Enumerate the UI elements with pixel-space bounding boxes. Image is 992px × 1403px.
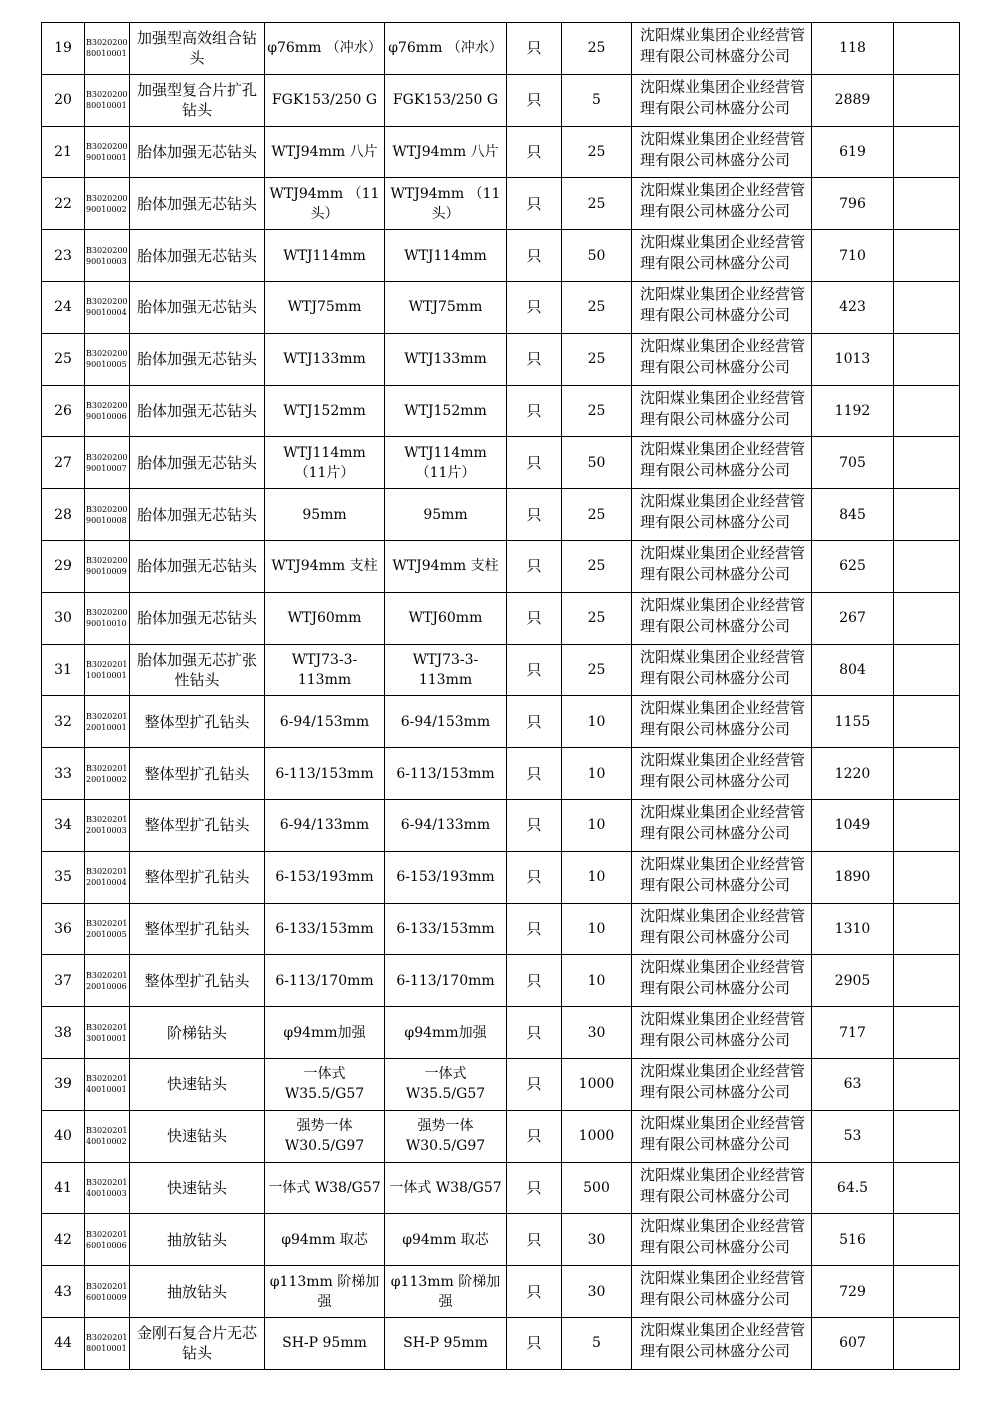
row-number-cell: 29 (42, 540, 85, 592)
price-cell: 796 (812, 178, 894, 230)
spec-cell: 6-113/170mm (265, 955, 385, 1007)
material-code-cell: B3020201 20010001 (85, 696, 130, 748)
table-row (42, 437, 960, 489)
unit-cell: 只 (507, 281, 562, 333)
quantity-cell: 25 (562, 23, 632, 75)
model-cell: φ113mm 阶梯加强 (385, 1266, 507, 1318)
table-row (42, 696, 960, 748)
material-name-cell: 胎体加强无芯钻头 (130, 489, 265, 541)
material-name-cell: 胎体加强无芯钻头 (130, 437, 265, 489)
unit-cell: 只 (507, 748, 562, 800)
row-number-cell: 30 (42, 592, 85, 644)
supplier-cell: 沈阳煤业集团企业经营管理有限公司林盛分公司 (632, 437, 812, 489)
spec-cell: 6-94/153mm (265, 696, 385, 748)
unit-cell: 只 (507, 696, 562, 748)
row-number-cell: 36 (42, 903, 85, 955)
material-name-cell: 加强型复合片扩孔钻头 (130, 74, 265, 126)
unit-cell: 只 (507, 489, 562, 541)
model-cell: WTJ73-3-113mm (385, 644, 507, 696)
model-cell: SH-P 95mm (385, 1317, 507, 1369)
table-row (42, 955, 960, 1007)
price-cell: 729 (812, 1266, 894, 1318)
supplier-cell: 沈阳煤业集团企业经营管理有限公司林盛分公司 (632, 748, 812, 800)
price-cell: 625 (812, 540, 894, 592)
note-cell (894, 489, 960, 541)
note-cell (894, 178, 960, 230)
note-cell (894, 799, 960, 851)
material-code-cell: B3020201 40010001 (85, 1058, 130, 1110)
quantity-cell: 25 (562, 281, 632, 333)
table-row (42, 126, 960, 178)
quantity-cell: 30 (562, 1266, 632, 1318)
note-cell (894, 126, 960, 178)
material-code-cell: B3020200 80010001 (85, 23, 130, 75)
spec-cell: 6-133/153mm (265, 903, 385, 955)
row-number-cell: 32 (42, 696, 85, 748)
table-row (42, 178, 960, 230)
row-number-cell: 40 (42, 1110, 85, 1162)
price-cell: 619 (812, 126, 894, 178)
supplier-cell: 沈阳煤业集团企业经营管理有限公司林盛分公司 (632, 281, 812, 333)
material-name-cell: 整体型扩孔钻头 (130, 748, 265, 800)
material-name-cell: 胎体加强无芯钻头 (130, 281, 265, 333)
note-cell (894, 955, 960, 1007)
price-cell: 1049 (812, 799, 894, 851)
supplier-cell: 沈阳煤业集团企业经营管理有限公司林盛分公司 (632, 23, 812, 75)
note-cell (894, 333, 960, 385)
material-code-cell: B3020200 90010001 (85, 126, 130, 178)
spec-cell: WTJ133mm (265, 333, 385, 385)
supplier-cell: 沈阳煤业集团企业经营管理有限公司林盛分公司 (632, 1317, 812, 1369)
material-code-cell: B3020201 20010006 (85, 955, 130, 1007)
material-name-cell: 胎体加强无芯扩张性钻头 (130, 644, 265, 696)
unit-cell: 只 (507, 1214, 562, 1266)
spec-cell: φ113mm 阶梯加强 (265, 1266, 385, 1318)
unit-cell: 只 (507, 955, 562, 1007)
quantity-cell: 10 (562, 748, 632, 800)
row-number-cell: 41 (42, 1162, 85, 1214)
material-name-cell: 胎体加强无芯钻头 (130, 592, 265, 644)
unit-cell: 只 (507, 126, 562, 178)
price-cell: 1890 (812, 851, 894, 903)
price-cell: 1310 (812, 903, 894, 955)
table-row (42, 1266, 960, 1318)
unit-cell: 只 (507, 799, 562, 851)
unit-cell: 只 (507, 333, 562, 385)
model-cell: WTJ60mm (385, 592, 507, 644)
material-name-cell: 金刚石复合片无芯钻头 (130, 1317, 265, 1369)
quantity-cell: 10 (562, 696, 632, 748)
material-name-cell: 整体型扩孔钻头 (130, 955, 265, 1007)
price-cell: 64.5 (812, 1162, 894, 1214)
price-cell: 516 (812, 1214, 894, 1266)
row-number-cell: 19 (42, 23, 85, 75)
note-cell (894, 1110, 960, 1162)
note-cell (894, 1058, 960, 1110)
supplier-cell: 沈阳煤业集团企业经营管理有限公司林盛分公司 (632, 644, 812, 696)
row-number-cell: 27 (42, 437, 85, 489)
materials-table (41, 22, 960, 1370)
material-name-cell: 快速钻头 (130, 1058, 265, 1110)
material-name-cell: 整体型扩孔钻头 (130, 696, 265, 748)
supplier-cell: 沈阳煤业集团企业经营管理有限公司林盛分公司 (632, 74, 812, 126)
quantity-cell: 25 (562, 178, 632, 230)
quantity-cell: 50 (562, 230, 632, 282)
note-cell (894, 1317, 960, 1369)
unit-cell: 只 (507, 385, 562, 437)
material-code-cell: B3020201 20010002 (85, 748, 130, 800)
supplier-cell: 沈阳煤业集团企业经营管理有限公司林盛分公司 (632, 178, 812, 230)
note-cell (894, 281, 960, 333)
model-cell: φ76mm （冲水） (385, 23, 507, 75)
price-cell: 1155 (812, 696, 894, 748)
material-name-cell: 胎体加强无芯钻头 (130, 126, 265, 178)
material-code-cell: B3020201 20010003 (85, 799, 130, 851)
table-row (42, 903, 960, 955)
model-cell: 一体式 W38/G57 (385, 1162, 507, 1214)
row-number-cell: 42 (42, 1214, 85, 1266)
model-cell: 6-94/133mm (385, 799, 507, 851)
supplier-cell: 沈阳煤业集团企业经营管理有限公司林盛分公司 (632, 230, 812, 282)
material-name-cell: 胎体加强无芯钻头 (130, 540, 265, 592)
model-cell: 6-94/153mm (385, 696, 507, 748)
quantity-cell: 30 (562, 1007, 632, 1059)
unit-cell: 只 (507, 903, 562, 955)
unit-cell: 只 (507, 1007, 562, 1059)
table-row (42, 540, 960, 592)
material-code-cell: B3020201 30010001 (85, 1007, 130, 1059)
quantity-cell: 50 (562, 437, 632, 489)
material-name-cell: 胎体加强无芯钻头 (130, 178, 265, 230)
price-cell: 2889 (812, 74, 894, 126)
material-name-cell: 加强型高效组合钻头 (130, 23, 265, 75)
price-cell: 118 (812, 23, 894, 75)
model-cell: WTJ75mm (385, 281, 507, 333)
material-code-cell: B3020201 20010005 (85, 903, 130, 955)
spec-cell: 95mm (265, 489, 385, 541)
model-cell: WTJ94mm （11头） (385, 178, 507, 230)
spec-cell: φ76mm （冲水） (265, 23, 385, 75)
quantity-cell: 10 (562, 851, 632, 903)
material-code-cell: B3020200 90010006 (85, 385, 130, 437)
row-number-cell: 20 (42, 74, 85, 126)
price-cell: 423 (812, 281, 894, 333)
note-cell (894, 696, 960, 748)
supplier-cell: 沈阳煤业集团企业经营管理有限公司林盛分公司 (632, 1266, 812, 1318)
quantity-cell: 25 (562, 385, 632, 437)
material-code-cell: B3020200 90010007 (85, 437, 130, 489)
material-name-cell: 胎体加强无芯钻头 (130, 230, 265, 282)
spec-cell: 强势一体 W30.5/G97 (265, 1110, 385, 1162)
table-body (42, 23, 960, 1370)
price-cell: 2905 (812, 955, 894, 1007)
material-code-cell: B3020200 90010009 (85, 540, 130, 592)
spec-cell: FGK153/250 G (265, 74, 385, 126)
row-number-cell: 26 (42, 385, 85, 437)
quantity-cell: 25 (562, 489, 632, 541)
supplier-cell: 沈阳煤业集团企业经营管理有限公司林盛分公司 (632, 903, 812, 955)
material-code-cell: B3020201 80010001 (85, 1317, 130, 1369)
material-name-cell: 整体型扩孔钻头 (130, 903, 265, 955)
model-cell: 强势一体 W30.5/G97 (385, 1110, 507, 1162)
model-cell: WTJ114mm （11片） (385, 437, 507, 489)
note-cell (894, 230, 960, 282)
unit-cell: 只 (507, 1110, 562, 1162)
spec-cell: WTJ73-3-113mm (265, 644, 385, 696)
quantity-cell: 25 (562, 540, 632, 592)
row-number-cell: 24 (42, 281, 85, 333)
model-cell: WTJ94mm 支柱 (385, 540, 507, 592)
unit-cell: 只 (507, 851, 562, 903)
price-cell: 1013 (812, 333, 894, 385)
model-cell: WTJ133mm (385, 333, 507, 385)
table-row (42, 489, 960, 541)
table-row (42, 799, 960, 851)
row-number-cell: 21 (42, 126, 85, 178)
model-cell: 6-113/153mm (385, 748, 507, 800)
spec-cell: WTJ94mm 支柱 (265, 540, 385, 592)
price-cell: 845 (812, 489, 894, 541)
price-cell: 1192 (812, 385, 894, 437)
note-cell (894, 748, 960, 800)
price-cell: 804 (812, 644, 894, 696)
unit-cell: 只 (507, 540, 562, 592)
supplier-cell: 沈阳煤业集团企业经营管理有限公司林盛分公司 (632, 955, 812, 1007)
quantity-cell: 25 (562, 644, 632, 696)
material-code-cell: B3020201 10010001 (85, 644, 130, 696)
quantity-cell: 10 (562, 903, 632, 955)
unit-cell: 只 (507, 644, 562, 696)
table-row (42, 592, 960, 644)
spec-cell: WTJ94mm （11头） (265, 178, 385, 230)
price-cell: 1220 (812, 748, 894, 800)
model-cell: φ94mm加强 (385, 1007, 507, 1059)
note-cell (894, 1214, 960, 1266)
row-number-cell: 33 (42, 748, 85, 800)
table-row (42, 644, 960, 696)
row-number-cell: 34 (42, 799, 85, 851)
material-code-cell: B3020201 60010006 (85, 1214, 130, 1266)
model-cell: 6-133/153mm (385, 903, 507, 955)
model-cell: 一体式 W35.5/G57 (385, 1058, 507, 1110)
supplier-cell: 沈阳煤业集团企业经营管理有限公司林盛分公司 (632, 592, 812, 644)
table-row (42, 1317, 960, 1369)
note-cell (894, 540, 960, 592)
unit-cell: 只 (507, 1317, 562, 1369)
table-row (42, 230, 960, 282)
supplier-cell: 沈阳煤业集团企业经营管理有限公司林盛分公司 (632, 1058, 812, 1110)
material-code-cell: B3020200 90010003 (85, 230, 130, 282)
spec-cell: φ94mm 取芯 (265, 1214, 385, 1266)
material-name-cell: 整体型扩孔钻头 (130, 799, 265, 851)
note-cell (894, 74, 960, 126)
quantity-cell: 1000 (562, 1110, 632, 1162)
quantity-cell: 5 (562, 74, 632, 126)
price-cell: 710 (812, 230, 894, 282)
note-cell (894, 1162, 960, 1214)
note-cell (894, 23, 960, 75)
note-cell (894, 851, 960, 903)
supplier-cell: 沈阳煤业集团企业经营管理有限公司林盛分公司 (632, 696, 812, 748)
spec-cell: 一体式 W35.5/G57 (265, 1058, 385, 1110)
supplier-cell: 沈阳煤业集团企业经营管理有限公司林盛分公司 (632, 126, 812, 178)
table-row (42, 851, 960, 903)
quantity-cell: 25 (562, 333, 632, 385)
unit-cell: 只 (507, 437, 562, 489)
model-cell: FGK153/250 G (385, 74, 507, 126)
table-row (42, 281, 960, 333)
row-number-cell: 31 (42, 644, 85, 696)
supplier-cell: 沈阳煤业集团企业经营管理有限公司林盛分公司 (632, 1007, 812, 1059)
table-row (42, 23, 960, 75)
supplier-cell: 沈阳煤业集团企业经营管理有限公司林盛分公司 (632, 1214, 812, 1266)
quantity-cell: 5 (562, 1317, 632, 1369)
supplier-cell: 沈阳煤业集团企业经营管理有限公司林盛分公司 (632, 540, 812, 592)
unit-cell: 只 (507, 1266, 562, 1318)
quantity-cell: 30 (562, 1214, 632, 1266)
spec-cell: 6-94/133mm (265, 799, 385, 851)
quantity-cell: 25 (562, 592, 632, 644)
row-number-cell: 25 (42, 333, 85, 385)
spec-cell: WTJ60mm (265, 592, 385, 644)
supplier-cell: 沈阳煤业集团企业经营管理有限公司林盛分公司 (632, 385, 812, 437)
quantity-cell: 10 (562, 799, 632, 851)
row-number-cell: 39 (42, 1058, 85, 1110)
material-code-cell: B3020200 90010004 (85, 281, 130, 333)
table-row (42, 1110, 960, 1162)
material-name-cell: 快速钻头 (130, 1110, 265, 1162)
table-row (42, 385, 960, 437)
unit-cell: 只 (507, 23, 562, 75)
spec-cell: WTJ114mm (265, 230, 385, 282)
spec-cell: SH-P 95mm (265, 1317, 385, 1369)
spec-cell: WTJ94mm 八片 (265, 126, 385, 178)
price-cell: 63 (812, 1058, 894, 1110)
row-number-cell: 43 (42, 1266, 85, 1318)
note-cell (894, 437, 960, 489)
supplier-cell: 沈阳煤业集团企业经营管理有限公司林盛分公司 (632, 333, 812, 385)
material-name-cell: 抽放钻头 (130, 1266, 265, 1318)
note-cell (894, 385, 960, 437)
price-cell: 705 (812, 437, 894, 489)
row-number-cell: 35 (42, 851, 85, 903)
model-cell: WTJ94mm 八片 (385, 126, 507, 178)
note-cell (894, 592, 960, 644)
material-code-cell: B3020201 60010009 (85, 1266, 130, 1318)
spec-cell: φ94mm加强 (265, 1007, 385, 1059)
note-cell (894, 644, 960, 696)
quantity-cell: 25 (562, 126, 632, 178)
spec-cell: 一体式 W38/G57 (265, 1162, 385, 1214)
material-code-cell: B3020201 40010002 (85, 1110, 130, 1162)
table-row (42, 333, 960, 385)
supplier-cell: 沈阳煤业集团企业经营管理有限公司林盛分公司 (632, 489, 812, 541)
row-number-cell: 37 (42, 955, 85, 1007)
spec-cell: WTJ152mm (265, 385, 385, 437)
price-cell: 717 (812, 1007, 894, 1059)
material-code-cell: B3020201 20010004 (85, 851, 130, 903)
unit-cell: 只 (507, 1058, 562, 1110)
unit-cell: 只 (507, 592, 562, 644)
material-code-cell: B3020201 40010003 (85, 1162, 130, 1214)
model-cell: 6-153/193mm (385, 851, 507, 903)
quantity-cell: 1000 (562, 1058, 632, 1110)
supplier-cell: 沈阳煤业集团企业经营管理有限公司林盛分公司 (632, 1110, 812, 1162)
material-name-cell: 抽放钻头 (130, 1214, 265, 1266)
table-row (42, 1214, 960, 1266)
quantity-cell: 10 (562, 955, 632, 1007)
note-cell (894, 1007, 960, 1059)
material-name-cell: 胎体加强无芯钻头 (130, 385, 265, 437)
row-number-cell: 38 (42, 1007, 85, 1059)
note-cell (894, 1266, 960, 1318)
spec-cell: WTJ114mm （11片） (265, 437, 385, 489)
unit-cell: 只 (507, 1162, 562, 1214)
material-name-cell: 胎体加强无芯钻头 (130, 333, 265, 385)
model-cell: 95mm (385, 489, 507, 541)
price-cell: 267 (812, 592, 894, 644)
model-cell: φ94mm 取芯 (385, 1214, 507, 1266)
unit-cell: 只 (507, 178, 562, 230)
table-row (42, 748, 960, 800)
material-name-cell: 整体型扩孔钻头 (130, 851, 265, 903)
material-name-cell: 快速钻头 (130, 1162, 265, 1214)
material-code-cell: B3020200 90010002 (85, 178, 130, 230)
price-cell: 53 (812, 1110, 894, 1162)
row-number-cell: 44 (42, 1317, 85, 1369)
quantity-cell: 500 (562, 1162, 632, 1214)
supplier-cell: 沈阳煤业集团企业经营管理有限公司林盛分公司 (632, 1162, 812, 1214)
spec-cell: 6-113/153mm (265, 748, 385, 800)
row-number-cell: 23 (42, 230, 85, 282)
table-row (42, 74, 960, 126)
supplier-cell: 沈阳煤业集团企业经营管理有限公司林盛分公司 (632, 799, 812, 851)
row-number-cell: 22 (42, 178, 85, 230)
row-number-cell: 28 (42, 489, 85, 541)
supplier-cell: 沈阳煤业集团企业经营管理有限公司林盛分公司 (632, 851, 812, 903)
unit-cell: 只 (507, 230, 562, 282)
spec-cell: 6-153/193mm (265, 851, 385, 903)
note-cell (894, 903, 960, 955)
model-cell: WTJ114mm (385, 230, 507, 282)
material-code-cell: B3020200 90010008 (85, 489, 130, 541)
table-row (42, 1058, 960, 1110)
unit-cell: 只 (507, 74, 562, 126)
material-code-cell: B3020200 80010001 (85, 74, 130, 126)
material-code-cell: B3020200 90010005 (85, 333, 130, 385)
model-cell: 6-113/170mm (385, 955, 507, 1007)
price-cell: 607 (812, 1317, 894, 1369)
model-cell: WTJ152mm (385, 385, 507, 437)
spec-cell: WTJ75mm (265, 281, 385, 333)
material-code-cell: B3020200 90010010 (85, 592, 130, 644)
table-row (42, 1162, 960, 1214)
material-name-cell: 阶梯钻头 (130, 1007, 265, 1059)
table-row (42, 1007, 960, 1059)
